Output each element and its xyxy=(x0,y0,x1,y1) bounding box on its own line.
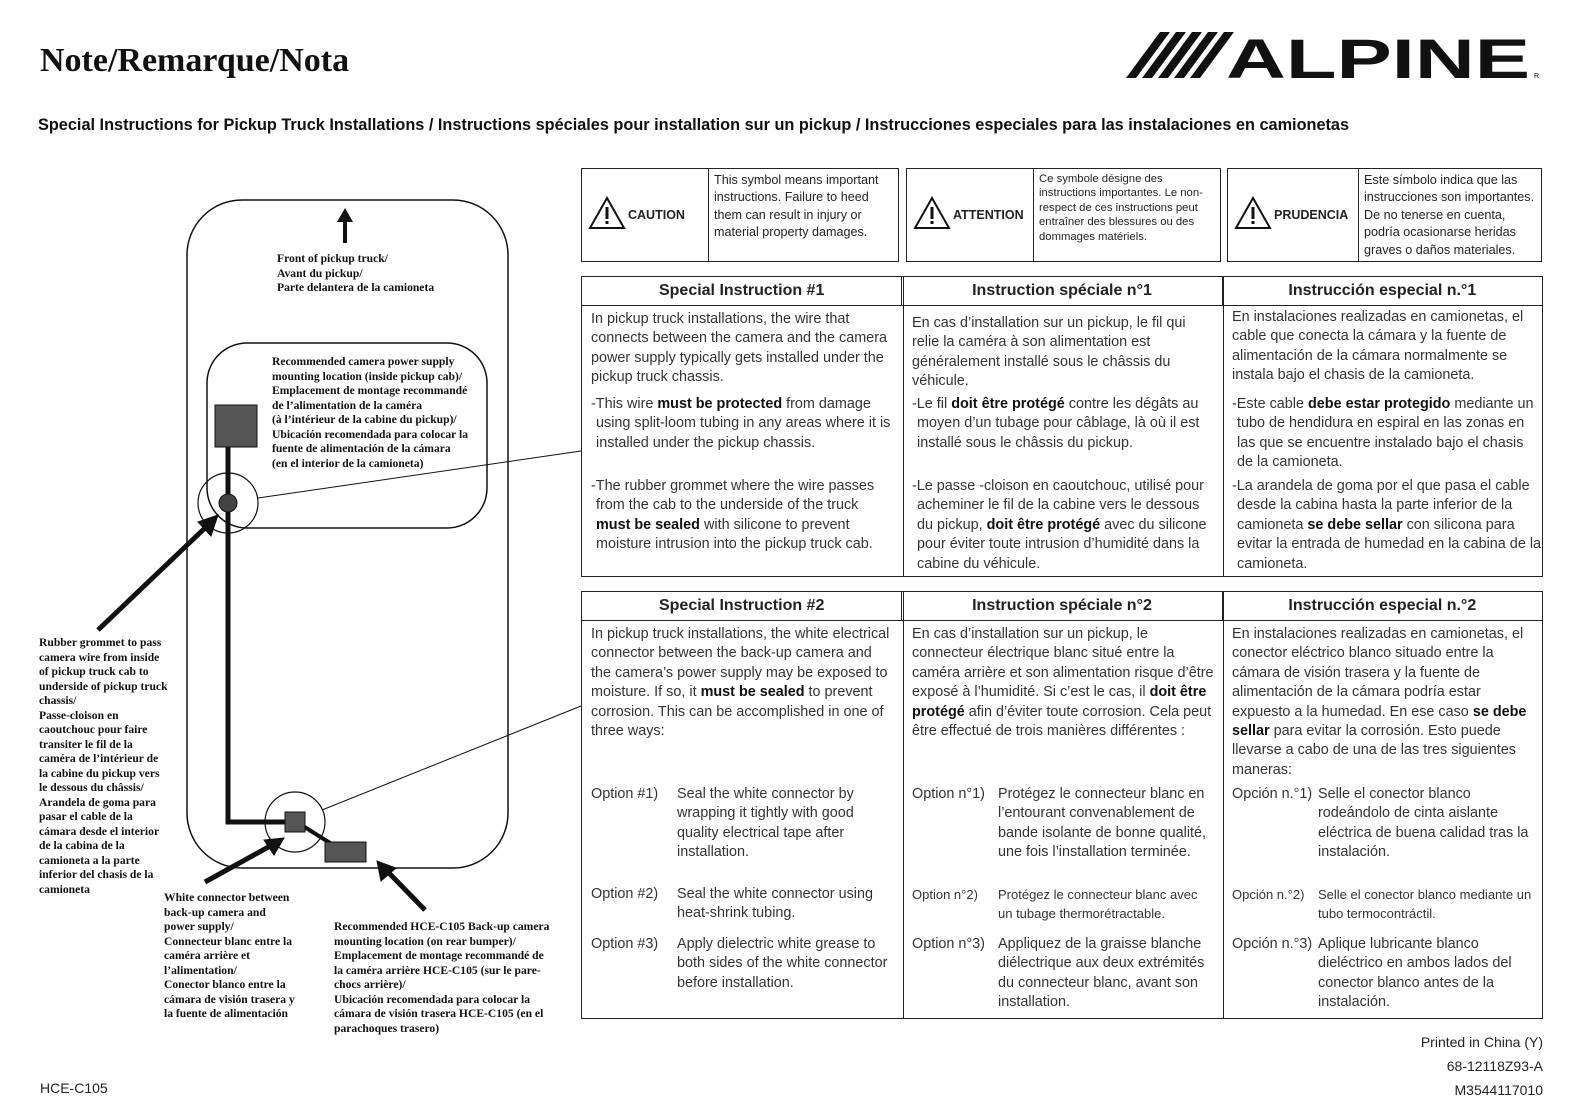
table-header xyxy=(582,592,1542,621)
document-code: M3544117010 xyxy=(1454,1082,1543,1098)
option-text: Selle el conector blanco rodeándolo de cinta aislante eléctrica de buena calidad tras la instalación. xyxy=(1318,786,1529,861)
para-text: -Le fil xyxy=(912,396,952,412)
caution-text: Ce symbole désigne des instructions importantes. Le non-respect de ces instructions peut entraîner des blessures ou des dommages matériels. xyxy=(1039,173,1203,243)
option-row xyxy=(912,785,1215,863)
front-label: Front of pickup truck/ Avant du pickup/ Parte delantera de la camioneta xyxy=(277,252,435,294)
alpine-logo xyxy=(1126,28,1546,82)
instruction-bullet xyxy=(591,395,894,453)
instruction-paragraph xyxy=(591,625,894,741)
warning-triangle-icon xyxy=(588,195,626,236)
para-text: In pickup truck installations, the wire that connects between the camera and the camera power supply typically gets installed under the pickup truck chassis. xyxy=(591,311,887,386)
para-text: En cas d’installation sur un pickup, le connecteur électrique blanc situé entre la caméra arrière et son alimentation risque d’être exposé à l’humidité. Si c’est le cas, il xyxy=(912,626,1214,701)
para-text: En cas d’installation sur un pickup, le fil qui relie la caméra à son alimentation est généralement installé sous le châssis du véhicule. xyxy=(912,315,1186,390)
option-row xyxy=(912,885,1215,924)
special-instruction-2-table xyxy=(581,591,1543,1019)
instruction-bullet xyxy=(1232,477,1543,574)
option-text: Selle el conector blanco mediante un tubo termocontráctil. xyxy=(1318,887,1532,922)
power-supply-box xyxy=(215,405,257,447)
option-row xyxy=(912,935,1215,1013)
caution-label: PRUDENCIA xyxy=(1274,208,1349,222)
para-text: -La arandela de goma por el que pasa el cable desde la cabina hasta la parte inferior de la camioneta xyxy=(1232,478,1530,533)
caution-symbol xyxy=(582,169,709,261)
para-text: with silicone to prevent moisture intrusion into the pickup truck cab. xyxy=(596,516,873,553)
para-text: afin d’éviter toute corrosion. Cela peut être effectué de trois manières différentes : xyxy=(912,703,1212,740)
instruction-paragraph xyxy=(912,314,1215,392)
para-text: -Le passe -cloison en caoutchouc, utilisé pour acheminer le fil de la cabine vers le dessous du pickup, xyxy=(912,478,1204,533)
column-divider xyxy=(1223,592,1224,1018)
special-instruction-1-table xyxy=(581,276,1543,577)
para-emphasis: must be sealed xyxy=(596,516,700,533)
column-divider xyxy=(1223,277,1224,576)
connector-label: White connector between back-up camera and power supply/ Connecteur blanc entre la caméra arrière et l’alimentation/ Conector blanco entre la cámara de visión trasera y la fuente de alimentación xyxy=(164,891,295,1020)
para-text: -Este cable xyxy=(1232,396,1308,412)
option-label: Option n°3) xyxy=(912,936,985,952)
instruction-bullet xyxy=(912,477,1215,574)
option-row xyxy=(591,785,894,863)
option-row xyxy=(1232,935,1543,1013)
column-title: Special Instruction #2 xyxy=(582,592,902,620)
instruction-paragraph xyxy=(1232,308,1543,386)
option-text: Seal the white connector using heat-shrink tubing. xyxy=(677,886,873,922)
instruction-paragraph xyxy=(1232,625,1543,780)
grommet-icon xyxy=(219,494,237,512)
table-header xyxy=(582,277,1542,306)
grommet-label: Rubber grommet to pass camera wire from inside of pickup truck cab to underside of pickup truck chassis/ Passe-cloison en caoutchouc pour faire transiter le fil de la caméra de l’intérieur de la cabine du pickup vers le dessous du châssis/ Arandela de goma para pasar el cable de la cámara desde el interior de la cabina de la camioneta a la parte inferior del chasis de la camioneta xyxy=(39,636,168,896)
option-row xyxy=(1232,785,1543,863)
column-title: Instrucción especial n.°2 xyxy=(1288,597,1477,614)
para-emphasis: se debe sellar xyxy=(1307,516,1403,533)
camera-box xyxy=(325,842,366,862)
option-text: Protégez le connecteur blanc avec un tubage thermorétractable. xyxy=(998,887,1198,922)
option-label: Opción n.°3) xyxy=(1232,936,1313,952)
power-supply-label: Recommended camera power supply mounting location (inside pickup cab)/ Emplacement de montage recommandé de l’alimentation de la caméra (à l’intérieur de la cabine du pickup)/ Ubicación recomendada para colocar la fuente de alimentación de la cámara (en el interior de la camioneta) xyxy=(272,355,469,470)
option-text: Seal the white connector by wrapping it tightly with good quality electrical tape after installation. xyxy=(677,786,854,861)
column-divider xyxy=(903,592,904,1018)
para-emphasis: must be protected xyxy=(657,396,783,412)
instruction-bullet xyxy=(1232,395,1543,473)
para-text: -This wire xyxy=(591,396,658,412)
warning-triangle-icon xyxy=(913,195,951,236)
para-text: En instalaciones realizadas en camionetas, el cable que conecta la cámara y la fuente de alimentación de la cámara normalmente se instala bajo el chasis de la camioneta. xyxy=(1232,309,1524,384)
front-arrow-icon xyxy=(337,208,353,243)
para-emphasis: must be sealed xyxy=(700,684,805,701)
svg-text:R: R xyxy=(1534,73,1540,80)
instruction-bullet xyxy=(591,477,894,555)
option-row xyxy=(591,885,894,924)
option-row xyxy=(1232,885,1543,924)
instruction-paragraph xyxy=(912,625,1215,741)
caution-box xyxy=(906,168,1221,262)
para-text: to prevent corrosion. This can be accomplished in one of three ways: xyxy=(591,684,884,740)
column-title: Instruction spéciale n°1 xyxy=(902,277,1222,305)
option-label: Opción n.°1) xyxy=(1232,786,1313,802)
brand-name: ALPINE xyxy=(1226,28,1530,82)
para-emphasis: doit être protégé xyxy=(912,684,1207,720)
option-label: Option n°1) xyxy=(912,786,985,802)
truck-outline xyxy=(187,200,508,868)
option-text: Apply dielectric white grease to both sides of the white connector before installation. xyxy=(677,936,888,991)
instruction-paragraph xyxy=(591,310,894,388)
para-emphasis: debe estar protegido xyxy=(1308,396,1451,412)
para-emphasis: se debe sellar xyxy=(1232,703,1527,740)
para-emphasis: doit être protégé xyxy=(951,396,1065,412)
para-text: con silicona para evitar la entrada de humedad en la cabina de la camioneta. xyxy=(1237,516,1542,572)
option-text: Appliquez de la graisse blanche diélectrique aux deux extrémités du connecteur blanc, avant son installation. xyxy=(998,936,1205,1011)
para-text: para evitar la corrosión. Esto puede llevarse a cabo de una de las tres siguientes maneras: xyxy=(1232,723,1516,778)
option-label: Opción n.°2) xyxy=(1232,887,1305,902)
column-divider xyxy=(903,277,904,576)
caution-label: CAUTION xyxy=(628,208,685,222)
option-label: Option #3) xyxy=(591,936,659,952)
column-title: Special Instruction #1 xyxy=(582,277,902,305)
model-number: HCE-C105 xyxy=(40,1080,108,1096)
page-title: Note/Remarque/Nota xyxy=(40,42,350,79)
instruction-bullet xyxy=(912,395,1215,453)
caution-text: This symbol means important instructions. Failure to heed them can result in injury or material property damages. xyxy=(714,173,879,240)
para-text: mediante un tubo de hendidura en espiral en las zonas en las que se encuentre instalado bajo el chasis de la camioneta. xyxy=(1237,396,1534,471)
part-code: 68-12118Z93-A xyxy=(1446,1058,1543,1074)
option-label: Option #1) xyxy=(591,786,659,802)
subtitle: Special Instructions for Pickup Truck Installations / Instructions spéciales pour installation sur un pickup / Instrucciones especiales para las instalaciones en camionetas xyxy=(38,116,1350,134)
column-title: Instruction spéciale n°2 xyxy=(902,592,1222,620)
column-title: Instrucción especial n.°1 xyxy=(1288,282,1477,299)
caution-text: Este símbolo indica que las instrucciones son importantes. De no tenerse en cuenta, podría ocasionarse heridas graves o daños materiales. xyxy=(1364,173,1535,257)
option-label: Option #2) xyxy=(591,886,659,902)
para-text: In pickup truck installations, the white electrical connector between the back-up camera and the camera’s power supply may be exposed to moisture. If so, it xyxy=(591,626,890,701)
caution-box xyxy=(1227,168,1542,262)
para-text: avec du silicone pour éviter toute intrusion d’humidité dans la cabine du véhicule. xyxy=(917,516,1207,572)
printed-in: Printed in China (Y) xyxy=(1420,1034,1543,1050)
option-text: Protégez le connecteur blanc en l’entourant convenablement de bande isolante de bonne qualité, une fois l’installation terminée. xyxy=(998,786,1207,861)
camera-wire xyxy=(228,447,292,822)
para-text: En instalaciones realizadas en camionetas, el conector eléctrico blanco situado entre la cámara de visión trasera y la fuente de alimentación de la cámara podría estar expuesto a la humedad. En ese caso xyxy=(1232,626,1524,720)
caution-symbol xyxy=(907,169,1034,261)
warning-triangle-icon xyxy=(1234,195,1272,236)
connector-icon xyxy=(285,812,305,832)
para-text: -The rubber grommet where the wire passes from the cab to the underside of the truck xyxy=(591,478,875,514)
camera-location-label: Recommended HCE-C105 Back-up camera mounting location (on rear bumper)/ Emplacement de montage recommandé de la caméra arrière HCE-C105 (sur le pare- chocs arrière)/ Ubicación recomendada para colocar la cámara de visión trasera HCE-C105 (en el parachoques trasero) xyxy=(334,920,550,1035)
para-text: contre les dégâts au moyen d’un tubage pour câblage, là où il est installé sous le châssis du pickup. xyxy=(917,396,1200,451)
logo-slashes xyxy=(1126,32,1234,78)
caution-box xyxy=(581,168,899,262)
para-text: from damage using split-loom tubing in any areas where it is installed under the pickup chassis. xyxy=(596,396,891,451)
caution-label: ATTENTION xyxy=(953,208,1024,222)
option-row xyxy=(591,935,894,993)
option-text: Aplique lubricante blanco dieléctrico en ambos lados del conector blanco antes de la instalación. xyxy=(1318,936,1512,1011)
para-emphasis: doit être protégé xyxy=(986,516,1101,533)
option-label: Option n°2) xyxy=(912,887,978,902)
caution-symbol xyxy=(1228,169,1359,261)
